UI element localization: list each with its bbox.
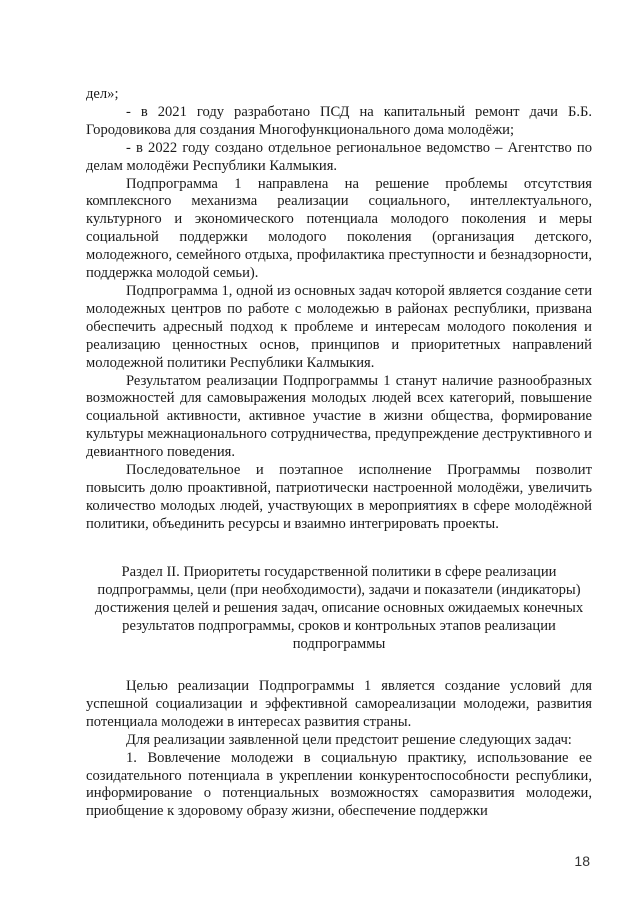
paragraph-agency-2022: - в 2022 году создано отдельное региональное ведомство – Агентство по делам молодёжи Республики Калмыкия.	[86, 139, 592, 174]
paragraph-youth-centers: Подпрограмма 1, одной из основных задач которой является создание сети молодежных центров по работе с молодежью в районах республики, призвана обеспечить адресный подход к проблеме и интересам молодого поколения и реализацию ценностных основ, принципов и приоритетных направлений молодежной политики Республики Калмыкия.	[86, 282, 592, 371]
paragraph-subprogram-aim: Подпрограмма 1 направлена на решение проблемы отсутствия комплексного механизма реализации социального, интеллектуального, культурного и экономического потенциала молодого поколения и меры социальной поддержки молодого поколения (организация детского, молодежного, семейного отдыха, профилактика преступности и безнадзорности, поддержка молодой семьи).	[86, 175, 592, 282]
paragraph-goal: Целью реализации Подпрограммы 1 является создание условий для успешной социализации и эффективной самореализации молодежи, развития потенциала молодежи в интересах развития страны.	[86, 678, 592, 730]
paragraph-sequential-execution: Последовательное и поэтапное исполнение Программы позволит повысить долю проактивной, патриотически настроенной молодёжи, увеличить количество молодых людей, участвующих в мероприятиях в сфере молодёжной политики, объединить ресурсы и взаимно интегрировать проекты.	[86, 462, 592, 532]
paragraph-tasks-intro: Для реализации заявленной цели предстоит решение следующих задач:	[126, 731, 572, 748]
paragraph-continuation: дел»;	[86, 86, 119, 102]
section-heading: Раздел II. Приоритеты государственной политики в сфере реализации подпрограммы, цели (при необходимости), задачи и показатели (индикаторы) достижения целей и решения задач, описание основных ожидаемых конечных результатов подпрограммы, сроков и контрольных этапов реализации подпрограммы	[94, 564, 584, 652]
page-number: 18	[574, 853, 590, 869]
paragraph-results: Результатом реализации Подпрограммы 1 станут наличие разнообразных возможностей для самовыражения молодых людей всех категорий, повышение социальной активности, активное участие в жизни общества, формирование культуры межнационального сотрудничества, предупреждение деструктивного и девиантного поведения.	[86, 372, 592, 461]
paragraph-psd-2021: - в 2021 году разработано ПСД на капитальный ремонт дачи Б.Б. Городовикова для создания Многофункционального дома молодёжи;	[86, 103, 592, 138]
paragraph-task-1: 1. Вовлечение молодежи в социальную практику, использование ее созидательного потенциала в укреплении конкурентоспособности республики, информирование о потенциальных возможностях саморазвития молодежи, приобщение к здоровому образу жизни, обеспечение поддержки	[86, 749, 592, 820]
section-body	[86, 678, 592, 821]
body-text	[86, 86, 592, 534]
